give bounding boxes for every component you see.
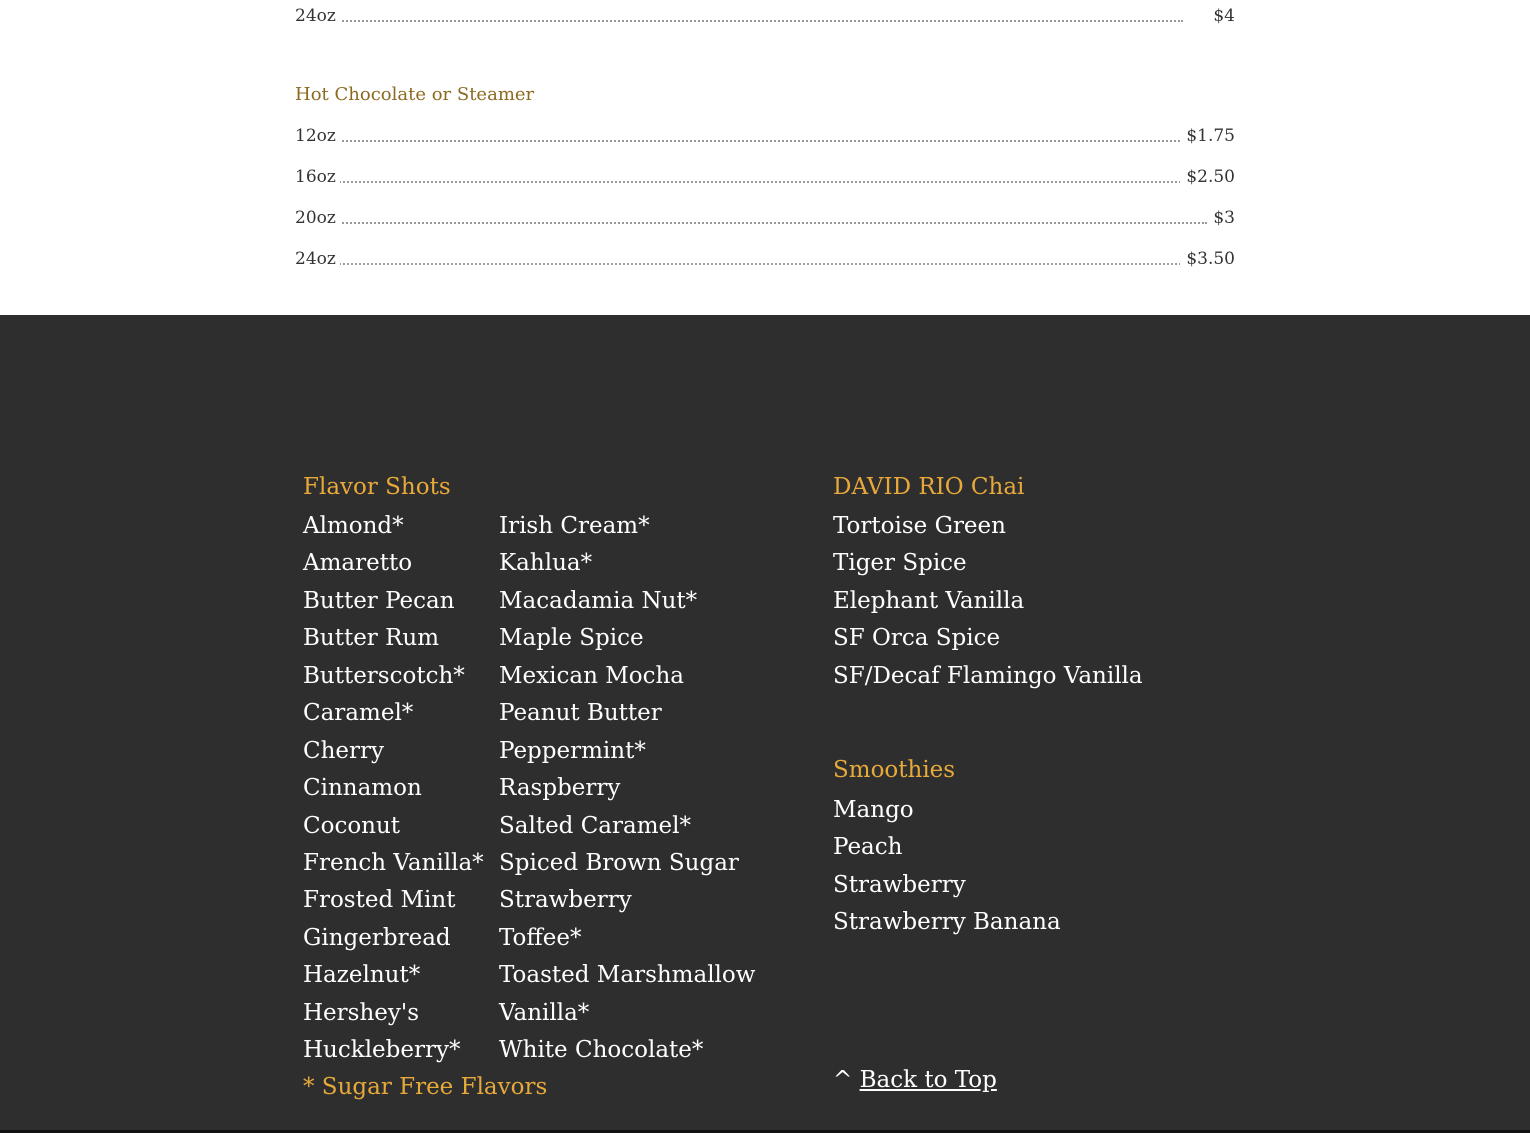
hot-chocolate-heading: Hot Chocolate or Steamer xyxy=(295,84,535,105)
smoothies-list xyxy=(833,798,1061,948)
dotted-leader xyxy=(335,222,1207,224)
list-item: Spiced Brown Sugar xyxy=(499,849,739,876)
list-item: Caramel* xyxy=(303,700,414,727)
list-item: Gingerbread xyxy=(303,924,451,951)
chai-heading: DAVID RIO Chai xyxy=(833,474,1025,500)
back-to-top xyxy=(833,1067,997,1093)
list-item: Vanilla* xyxy=(499,999,590,1026)
dotted-leader xyxy=(335,20,1183,22)
size-label: 24oz xyxy=(295,248,340,270)
list-item: Mexican Mocha xyxy=(499,662,685,689)
list-item: Irish Cream* xyxy=(499,513,650,539)
list-item: Butter Rum xyxy=(303,625,440,652)
size-label: 16oz xyxy=(295,166,340,188)
list-item: Tortoise Green xyxy=(833,513,1006,539)
price-value: $2.50 xyxy=(1180,166,1235,188)
sugar-free-note: * Sugar Free Flavors xyxy=(303,1074,548,1100)
list-item: Frosted Mint xyxy=(303,887,456,914)
list-item: Huckleberry* xyxy=(303,1037,461,1064)
list-item: French Vanilla* xyxy=(303,849,484,876)
price-value: $1.75 xyxy=(1180,125,1235,147)
size-label: 20oz xyxy=(295,207,340,229)
list-item: Toasted Marshmallow xyxy=(499,962,756,989)
list-item: Peanut Butter xyxy=(499,700,662,727)
flavor-list-column-2 xyxy=(499,514,755,1076)
list-item: SF/Decaf Flamingo Vanilla xyxy=(833,662,1143,689)
list-item: Hershey's xyxy=(303,999,420,1026)
price-row-24oz xyxy=(295,5,1235,27)
list-item: Macadamia Nut* xyxy=(499,587,698,614)
flavors-section xyxy=(0,315,1530,1130)
list-item: Butterscotch* xyxy=(303,662,465,689)
list-item: SF Orca Spice xyxy=(833,625,1001,652)
list-item: Mango xyxy=(833,797,914,823)
list-item: Cinnamon xyxy=(303,775,422,802)
caret-up-icon: ^ xyxy=(833,1067,860,1093)
price-value: $3 xyxy=(1207,207,1235,229)
price-value: $3.50 xyxy=(1180,248,1235,270)
list-item: Hazelnut* xyxy=(303,962,421,989)
list-item: Peppermint* xyxy=(499,737,646,764)
list-item: Almond* xyxy=(303,513,404,539)
price-row-20oz xyxy=(295,207,1235,229)
smoothies-heading: Smoothies xyxy=(833,757,956,783)
list-item: Strawberry xyxy=(499,887,632,914)
dotted-leader xyxy=(335,140,1191,142)
flavor-list-column-1 xyxy=(303,514,484,1076)
list-item: Kahlua* xyxy=(499,550,593,577)
list-item: Coconut xyxy=(303,812,401,839)
list-item: Amaretto xyxy=(303,550,413,577)
list-item: Toffee* xyxy=(499,924,582,951)
list-item: Peach xyxy=(833,834,903,861)
list-item: White Chocolate* xyxy=(499,1037,704,1064)
size-label: 24oz xyxy=(295,5,340,27)
price-section xyxy=(0,0,1530,315)
list-item: Butter Pecan xyxy=(303,587,455,614)
list-item: Elephant Vanilla xyxy=(833,587,1025,614)
list-item: Raspberry xyxy=(499,775,621,802)
size-label: 12oz xyxy=(295,125,340,147)
flavor-shots-heading: Flavor Shots xyxy=(303,474,451,500)
chai-list xyxy=(833,514,1143,701)
back-to-top-link[interactable]: Back to Top xyxy=(859,1067,997,1093)
price-value: $4 xyxy=(1207,5,1235,27)
price-row-24oz-hot-chocolate xyxy=(295,248,1235,270)
list-item: Strawberry xyxy=(833,871,966,898)
list-item: Salted Caramel* xyxy=(499,812,692,839)
list-item: Maple Spice xyxy=(499,625,644,652)
list-item: Strawberry Banana xyxy=(833,909,1061,936)
list-item: Cherry xyxy=(303,737,385,764)
dotted-leader xyxy=(335,181,1185,183)
price-row-16oz xyxy=(295,166,1235,188)
dotted-leader xyxy=(335,263,1185,265)
list-item: Tiger Spice xyxy=(833,550,967,577)
price-row-12oz xyxy=(295,125,1235,147)
